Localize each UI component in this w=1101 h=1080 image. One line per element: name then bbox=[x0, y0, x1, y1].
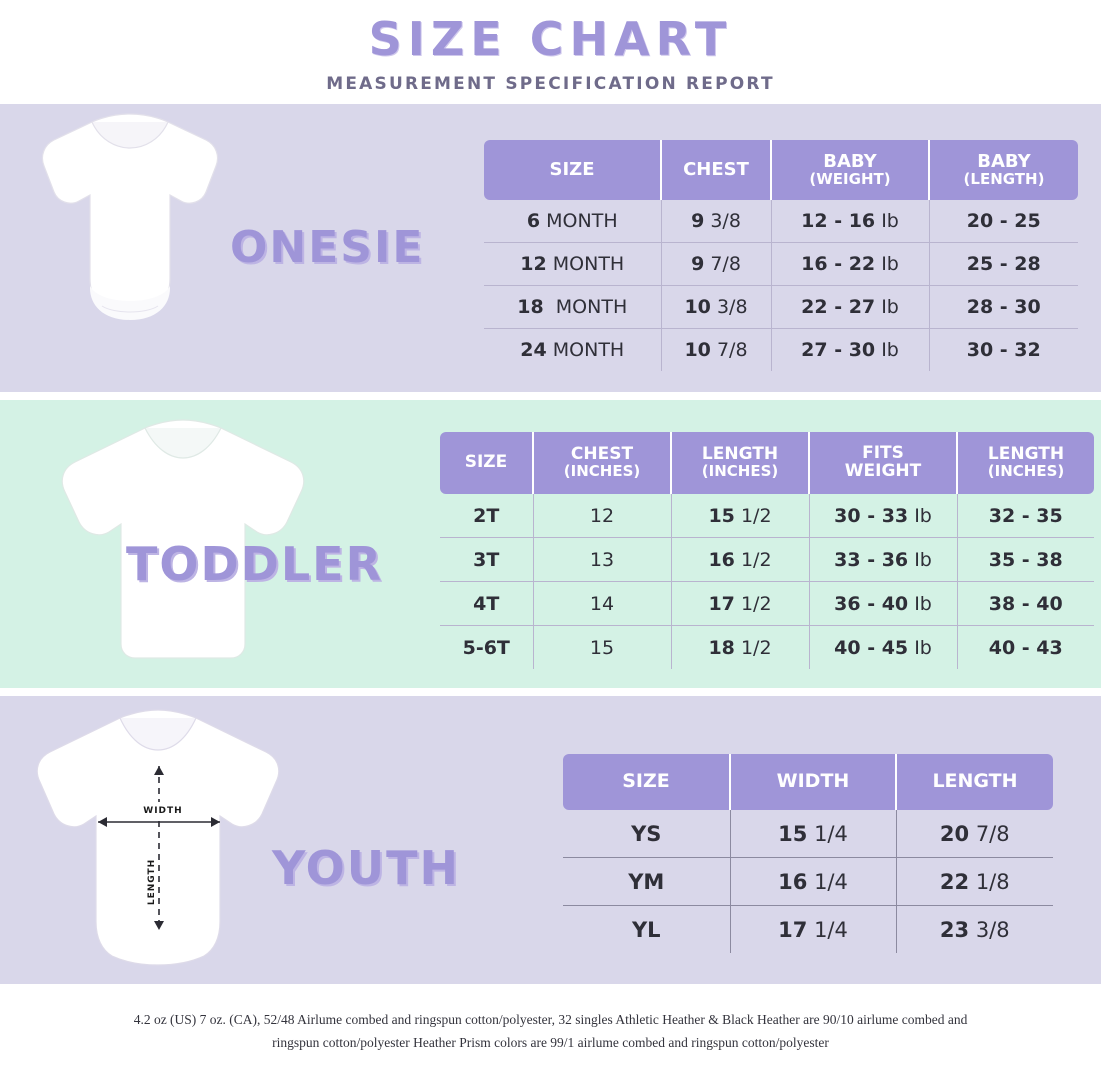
cell-chest: 10 7/8 bbox=[661, 329, 771, 372]
col-length: LENGTH bbox=[896, 754, 1053, 810]
cell-weight: 36 - 40 Ib bbox=[809, 582, 957, 626]
cell-weight: 22 - 27 Ib bbox=[771, 286, 929, 329]
onesie-label: ONESIE bbox=[230, 222, 425, 273]
col-size: SIZE bbox=[440, 432, 533, 494]
cell-width: 16 1/4 bbox=[730, 858, 896, 906]
cell-length: 22 1/8 bbox=[896, 858, 1053, 906]
cell-weight: 33 - 36 Ib bbox=[809, 538, 957, 582]
cell-length2: 32 - 35 bbox=[957, 494, 1094, 538]
cell-size: YS bbox=[563, 810, 730, 858]
col-baby-weight: BABY (WEIGHT) bbox=[771, 140, 929, 200]
cell-weight: 27 - 30 Ib bbox=[771, 329, 929, 372]
table-row bbox=[484, 200, 1078, 243]
length-measure-label: LENGTH bbox=[147, 858, 157, 906]
onesie-illustration bbox=[30, 110, 230, 371]
cell-chest: 10 3/8 bbox=[661, 286, 771, 329]
table-row bbox=[440, 582, 1094, 626]
table-row bbox=[440, 538, 1094, 582]
toddler-label: TODDLER bbox=[126, 537, 384, 591]
cell-length: 30 - 32 bbox=[966, 339, 1041, 361]
cell-weight: 16 - 22 Ib bbox=[771, 243, 929, 286]
page-header bbox=[0, 0, 1101, 104]
cell-length2: 38 - 40 bbox=[957, 582, 1094, 626]
youth-illustration bbox=[28, 706, 288, 977]
cell-length2: 35 - 38 bbox=[957, 538, 1094, 582]
page-subtitle: MEASUREMENT SPECIFICATION REPORT bbox=[326, 74, 775, 94]
footer bbox=[0, 984, 1101, 1080]
youth-label: YOUTH bbox=[272, 841, 461, 895]
cell-length: 15 1/2 bbox=[671, 494, 809, 538]
cell-chest: 14 bbox=[533, 582, 671, 626]
table-header-row bbox=[440, 432, 1094, 494]
band-divider-1 bbox=[0, 392, 1101, 400]
cell-length: 20 - 25 bbox=[929, 200, 1078, 243]
onesie-size-table bbox=[484, 140, 1078, 371]
table-row bbox=[484, 329, 1078, 372]
cell-size: 5-6T bbox=[440, 626, 533, 670]
col-length2: LENGTH (INCHES) bbox=[957, 432, 1094, 494]
cell-weight: 12 - 16 Ib bbox=[771, 200, 929, 243]
cell-width: 17 1/4 bbox=[730, 906, 896, 954]
table-row bbox=[440, 626, 1094, 670]
col-fits-weight: FITS WEIGHT bbox=[809, 432, 957, 494]
cell-length: 28 - 30 bbox=[929, 286, 1078, 329]
cell-length: 18 1/2 bbox=[671, 626, 809, 670]
col-baby-length: BABY (LENGTH) bbox=[929, 140, 1078, 200]
col-chest: CHEST (INCHES) bbox=[533, 432, 671, 494]
col-width: WIDTH bbox=[730, 754, 896, 810]
toddler-size-table bbox=[440, 432, 1094, 669]
table-row bbox=[484, 243, 1078, 286]
table-header-row bbox=[484, 140, 1078, 200]
cell-length: 20 7/8 bbox=[896, 810, 1053, 858]
cell-size: 24 MONTH bbox=[484, 329, 661, 372]
col-size: SIZE bbox=[484, 140, 661, 200]
col-size: SIZE bbox=[563, 754, 730, 810]
table-row bbox=[563, 810, 1053, 858]
cell-chest: 15 bbox=[533, 626, 671, 670]
table-row bbox=[440, 494, 1094, 538]
cell-size: YL bbox=[563, 906, 730, 954]
cell-length2: 40 - 43 bbox=[988, 636, 1063, 659]
width-measure-label: WIDTH bbox=[143, 806, 183, 816]
cell-chest: 12 bbox=[533, 494, 671, 538]
cell-size: 6 MONTH bbox=[484, 200, 661, 243]
cell-size: 4T bbox=[440, 582, 533, 626]
table-row bbox=[484, 286, 1078, 329]
cell-chest: 9 3/8 bbox=[661, 200, 771, 243]
page-title: SIZE CHART bbox=[368, 12, 733, 66]
cell-size: 12 MONTH bbox=[484, 243, 661, 286]
cell-weight: 30 - 33 Ib bbox=[809, 494, 957, 538]
cell-length: 25 - 28 bbox=[929, 243, 1078, 286]
table-row bbox=[563, 858, 1053, 906]
footer-line-1: 4.2 oz (US) 7 oz. (CA), 52/48 Airlume combed and ringspun cotton/polyester, 32 singles Athletic Heather & Black Heather are 90/10 airlume combed and bbox=[133, 1012, 968, 1028]
footer-text bbox=[46, 1009, 1056, 1055]
table-header-row bbox=[563, 754, 1053, 810]
cell-chest: 13 bbox=[533, 538, 671, 582]
footer-line-2: ringspun cotton/polyester Heather Prism colors are 99/1 airlume combed and ringspun cotton/polyester bbox=[272, 1035, 829, 1050]
table-row bbox=[563, 906, 1053, 954]
col-length: LENGTH (INCHES) bbox=[671, 432, 809, 494]
cell-size: 18 MONTH bbox=[484, 286, 661, 329]
cell-length: 16 1/2 bbox=[671, 538, 809, 582]
cell-chest: 9 7/8 bbox=[661, 243, 771, 286]
cell-size: 2T bbox=[440, 494, 533, 538]
cell-length: 17 1/2 bbox=[671, 582, 809, 626]
band-divider-2 bbox=[0, 688, 1101, 696]
cell-size: YM bbox=[563, 858, 730, 906]
cell-width: 15 1/4 bbox=[730, 810, 896, 858]
cell-length: 23 3/8 bbox=[939, 917, 1010, 942]
cell-size: 3T bbox=[440, 538, 533, 582]
cell-weight: 40 - 45 Ib bbox=[809, 626, 957, 670]
youth-size-table bbox=[563, 754, 1053, 953]
col-chest: CHEST bbox=[661, 140, 771, 200]
